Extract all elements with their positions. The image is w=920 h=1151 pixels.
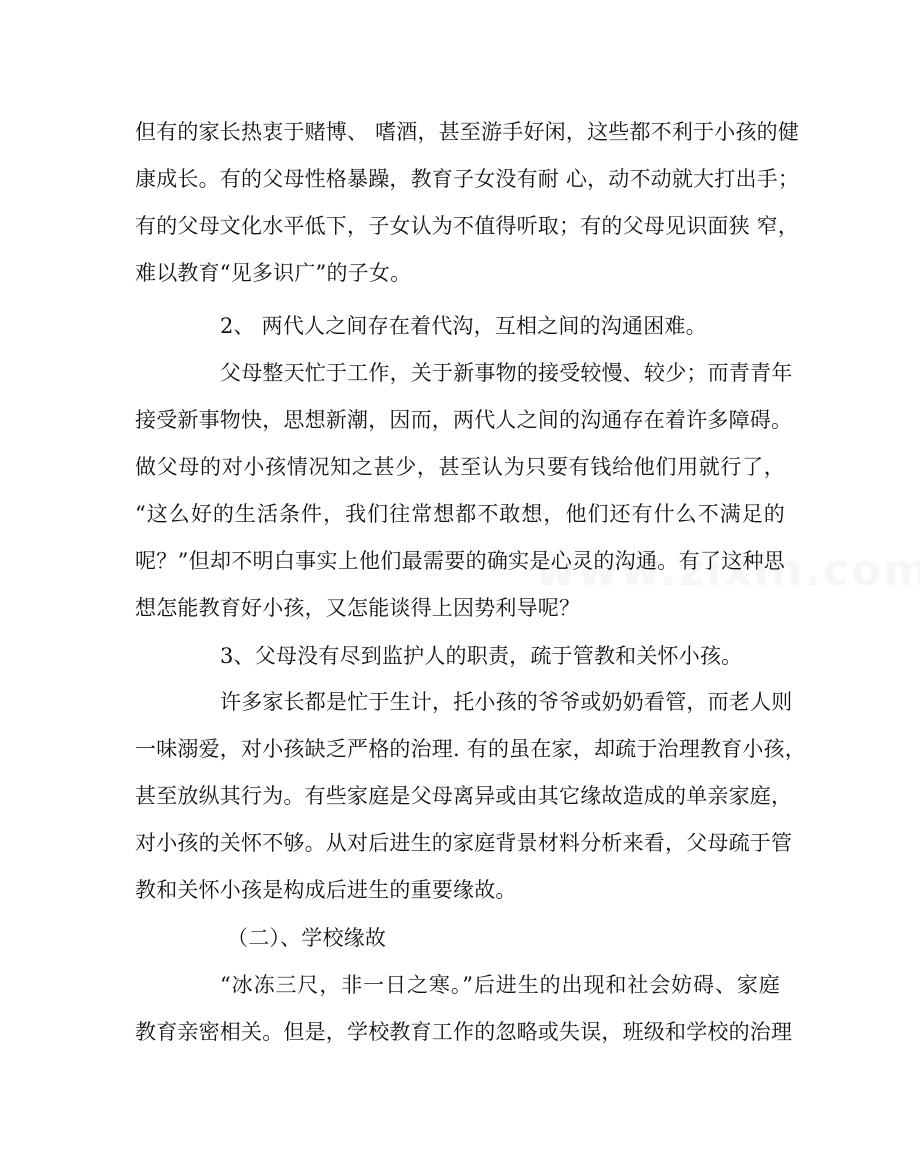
text-line: 想怎能教育好小孩，又怎能谈得上因势利导呢？ (135, 596, 581, 620)
text-line: “冰冻三尺，非一日之寒。”后进生的出现和社会妨碍、家庭 (220, 973, 780, 997)
text-line: 康成长。有的父母性格暴躁，教育子女没有耐 心，动不动就大打出手； (135, 167, 800, 191)
section-heading-2: 2、 两代人之间存在着代沟，互相之间的沟通困难。 (220, 314, 707, 338)
section-heading-3: 3、父母没有尽到监护人的职责，疏于管教和关怀小孩。 (220, 644, 743, 668)
text-line: 接受新事物快，思想新潮，因而，两代人之间的沟通存在着许多障碍。 (135, 408, 793, 432)
text-line: 教育亲密相关。但是，学校教育工作的忽略或失误，班级和学校的治理 (135, 1020, 793, 1044)
section-heading-school: （二）、学校缘故 (227, 926, 387, 950)
text-line: 难以教育“见多识广”的子女。 (135, 261, 412, 285)
text-line: “这么好的生活条件，我们往常想都不敢想，他们还有什么不满足的 (135, 502, 785, 526)
text-line: 呢？”但却不明白事实上他们最需要的确实是心灵的沟通。有了这种思 (135, 549, 785, 573)
text-line: 对小孩的关怀不够。从对后进生的家庭背景材料分析来看，父母疏于管 (135, 831, 793, 855)
text-line: 做父母的对小孩情况知之甚少，甚至认为只要有钱给他们用就行了， (135, 455, 785, 479)
text-line: 教和关怀小孩是构成后进生的重要缘故。 (135, 878, 517, 902)
text-line: 一味溺爱，对小孩缺乏严格的治理. 有的虽在家，却疏于治理教育小孩， (135, 737, 806, 761)
text-line: 许多家长都是忙于生计，托小孩的爷爷或奶奶看管，而老人则 (220, 690, 793, 714)
text-line: 但有的家长热衷于赌博、 嗜酒，甚至游手好闲，这些都不利于小孩的健 (135, 120, 800, 144)
text-line: 有的父母文化水平低下，子女认为不值得听取；有的父母见识面狭 窄， (135, 214, 800, 238)
text-line: 甚至放纵其行为。有些家庭是父母离异或由其它缘故造成的单亲家庭， (135, 784, 793, 808)
text-line: 父母整天忙于工作，关于新事物的接受较慢、较少；而青青年 (220, 361, 793, 385)
